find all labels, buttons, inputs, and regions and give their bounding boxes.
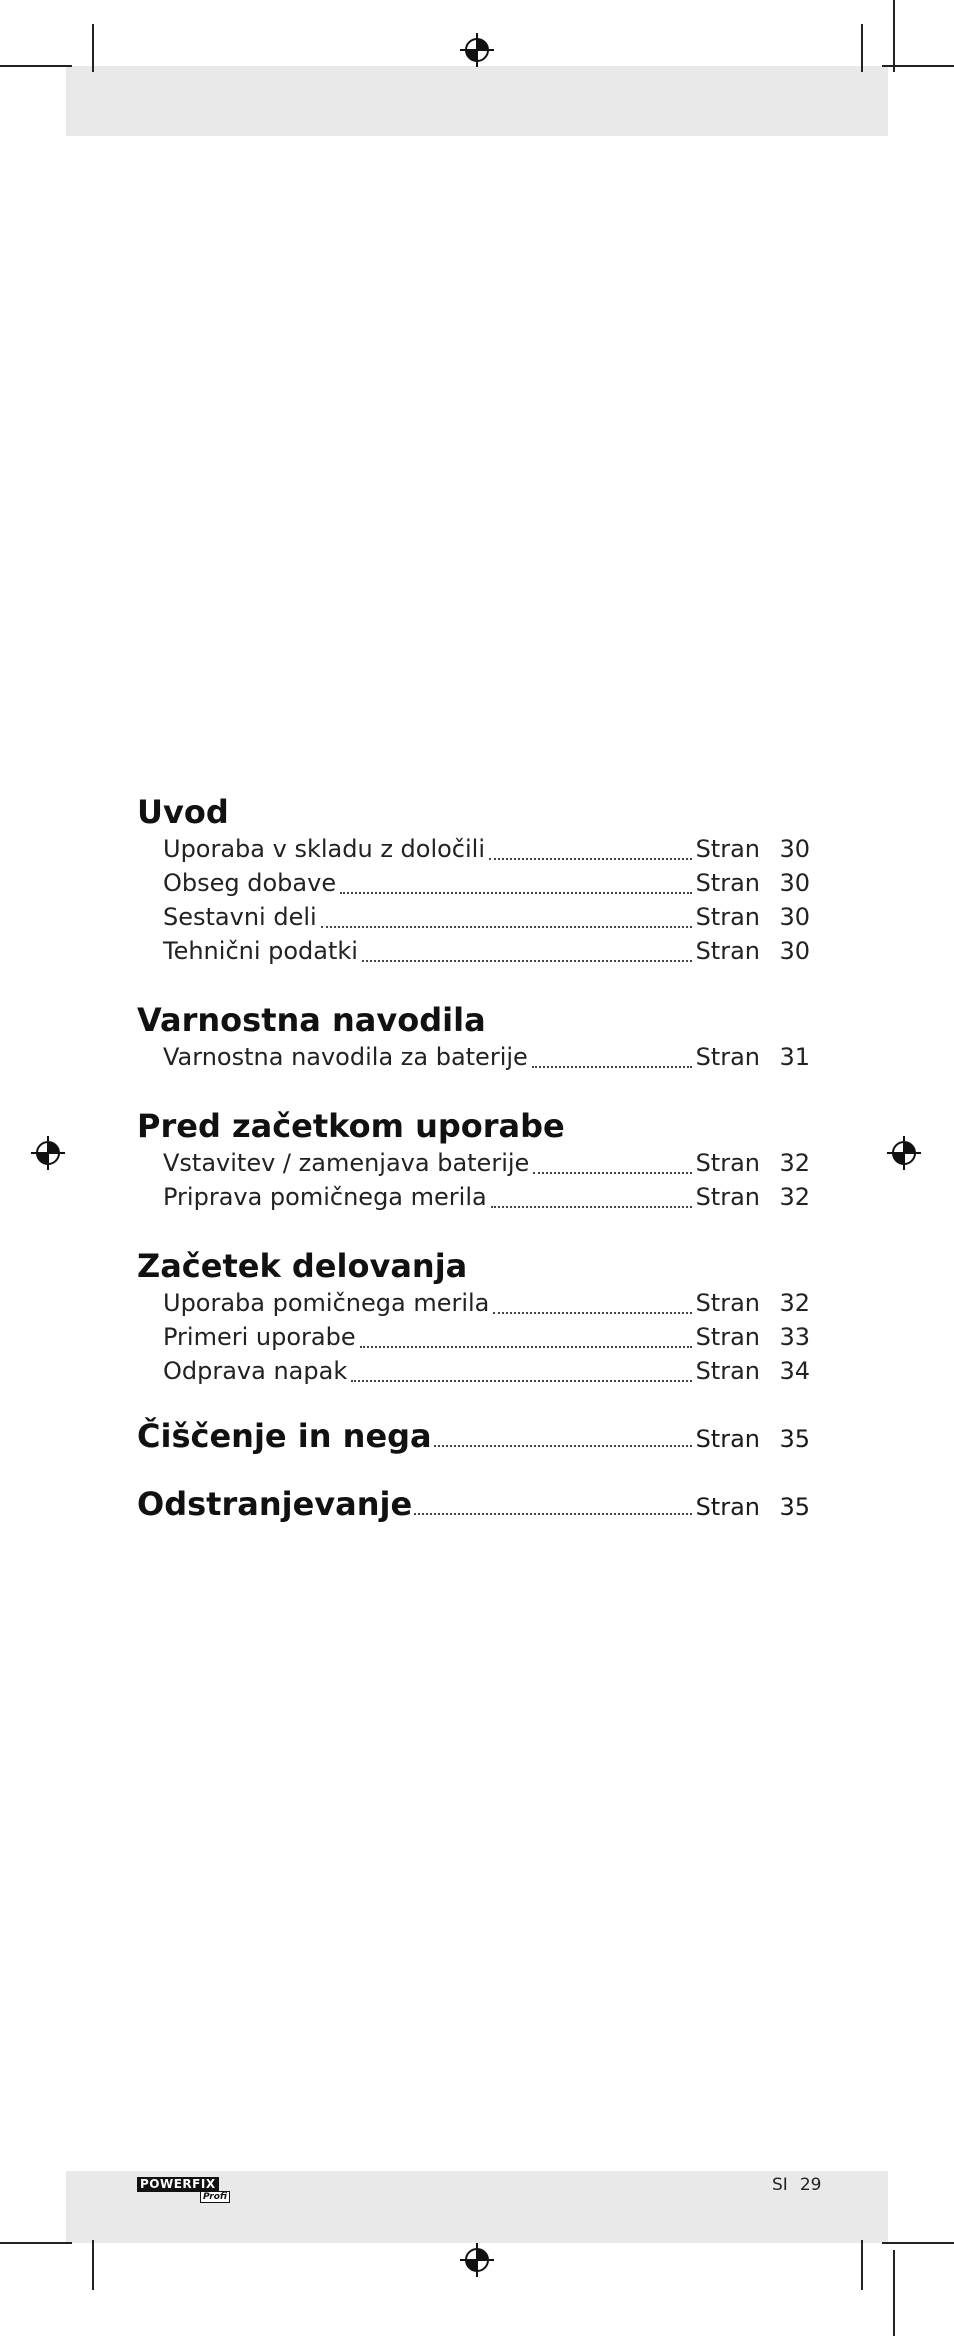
page-number: 30 bbox=[779, 835, 810, 863]
toc-entry-label: Tehnični podatki bbox=[163, 937, 358, 965]
page-number-footer: 29 bbox=[799, 2175, 822, 2195]
brand-logo bbox=[137, 2177, 230, 2203]
toc-section-zacetek-delovanja bbox=[137, 1246, 810, 1388]
page-word: Stran bbox=[695, 1323, 760, 1351]
crop-mark bbox=[882, 2242, 954, 2244]
toc-entry-label: Varnostna navodila za baterije bbox=[163, 1043, 528, 1071]
section-title: Uvod bbox=[137, 793, 229, 831]
toc-section-uvod bbox=[137, 792, 810, 968]
page-number: 34 bbox=[779, 1357, 810, 1385]
section-title: Varnostna navodila bbox=[137, 1001, 486, 1039]
toc-entry-label: Primeri uporabe bbox=[163, 1323, 356, 1351]
registration-mark-icon bbox=[459, 32, 495, 68]
toc-entry[interactable] bbox=[137, 1320, 810, 1354]
registration-mark-icon bbox=[30, 1135, 66, 1171]
registration-mark-icon bbox=[886, 1135, 922, 1171]
toc-entry[interactable] bbox=[137, 866, 810, 900]
toc-entry-label: Uporaba v skladu z določili bbox=[163, 835, 486, 863]
toc-entry[interactable] bbox=[137, 1040, 810, 1074]
toc-entry-label: Sestavni deli bbox=[163, 903, 317, 931]
table-of-contents bbox=[137, 792, 810, 1526]
page-number: 30 bbox=[779, 937, 810, 965]
toc-entry-label: Obseg dobave bbox=[163, 869, 337, 897]
page-number: 32 bbox=[779, 1289, 810, 1317]
leader-dots bbox=[434, 1437, 692, 1447]
toc-entry-odstranjevanje[interactable] bbox=[137, 1482, 810, 1526]
page-number: 35 bbox=[779, 1493, 810, 1521]
section-title: Pred začetkom uporabe bbox=[137, 1107, 565, 1145]
page-number: 31 bbox=[779, 1043, 810, 1071]
leader-dots bbox=[321, 918, 692, 928]
toc-entry[interactable] bbox=[137, 1180, 810, 1214]
crop-mark bbox=[861, 24, 863, 72]
page-word: Stran bbox=[695, 937, 760, 965]
toc-entry-label: Odstranjevanje bbox=[137, 1485, 413, 1523]
crop-mark bbox=[893, 2250, 895, 2336]
toc-entry-ciscenje-in-nega[interactable] bbox=[137, 1414, 810, 1458]
leader-dots bbox=[340, 884, 691, 894]
leader-dots bbox=[362, 952, 692, 962]
crop-mark bbox=[893, 0, 895, 72]
leader-dots bbox=[533, 1164, 691, 1174]
toc-entry-label: Vstavitev / zamenjava baterije bbox=[163, 1149, 530, 1177]
toc-entry[interactable] bbox=[137, 1286, 810, 1320]
toc-entry-label: Čiščenje in nega bbox=[137, 1417, 432, 1455]
registration-mark-icon bbox=[459, 2242, 495, 2278]
page-number: 33 bbox=[779, 1323, 810, 1351]
page-word: Stran bbox=[695, 1425, 760, 1453]
leader-dots bbox=[489, 850, 692, 860]
page-word: Stran bbox=[695, 903, 760, 931]
toc-entry[interactable] bbox=[137, 900, 810, 934]
leader-dots bbox=[532, 1058, 692, 1068]
section-title: Začetek delovanja bbox=[137, 1247, 468, 1285]
crop-mark bbox=[92, 24, 94, 72]
page-number: 32 bbox=[779, 1183, 810, 1211]
page-number: 30 bbox=[779, 903, 810, 931]
toc-entry[interactable] bbox=[137, 832, 810, 866]
page-footer bbox=[772, 2175, 821, 2195]
toc-entry[interactable] bbox=[137, 1146, 810, 1180]
toc-entry-label: Priprava pomičnega merila bbox=[163, 1183, 487, 1211]
crop-mark bbox=[0, 2242, 72, 2244]
crop-mark bbox=[0, 65, 72, 67]
toc-section-varnostna-navodila bbox=[137, 1000, 810, 1074]
page-number: 35 bbox=[779, 1425, 810, 1453]
leader-dots bbox=[351, 1372, 691, 1382]
page-word: Stran bbox=[695, 1149, 760, 1177]
crop-mark bbox=[92, 2240, 94, 2290]
leader-dots bbox=[360, 1338, 692, 1348]
page-word: Stran bbox=[695, 835, 760, 863]
page-word: Stran bbox=[695, 1289, 760, 1317]
page-number: 32 bbox=[779, 1149, 810, 1177]
page-word: Stran bbox=[695, 869, 760, 897]
toc-entry-label: Odprava napak bbox=[163, 1357, 348, 1385]
toc-section-pred-zacetkom-uporabe bbox=[137, 1106, 810, 1214]
toc-entry-label: Uporaba pomičnega merila bbox=[163, 1289, 490, 1317]
toc-entry[interactable] bbox=[137, 1354, 810, 1388]
page-word: Stran bbox=[695, 1493, 760, 1521]
leader-dots bbox=[493, 1304, 691, 1314]
page-word: Stran bbox=[695, 1183, 760, 1211]
leader-dots bbox=[414, 1505, 691, 1515]
leader-dots bbox=[491, 1198, 692, 1208]
header-band bbox=[66, 66, 888, 136]
page-word: Stran bbox=[695, 1043, 760, 1071]
page-number: 30 bbox=[779, 869, 810, 897]
language-code: SI bbox=[772, 2175, 788, 2195]
page-word: Stran bbox=[695, 1357, 760, 1385]
brand-logo-bottom: Profi bbox=[200, 2191, 230, 2203]
crop-mark bbox=[861, 2240, 863, 2290]
toc-entry[interactable] bbox=[137, 934, 810, 968]
brand-logo-top: POWERFIX bbox=[137, 2177, 219, 2192]
